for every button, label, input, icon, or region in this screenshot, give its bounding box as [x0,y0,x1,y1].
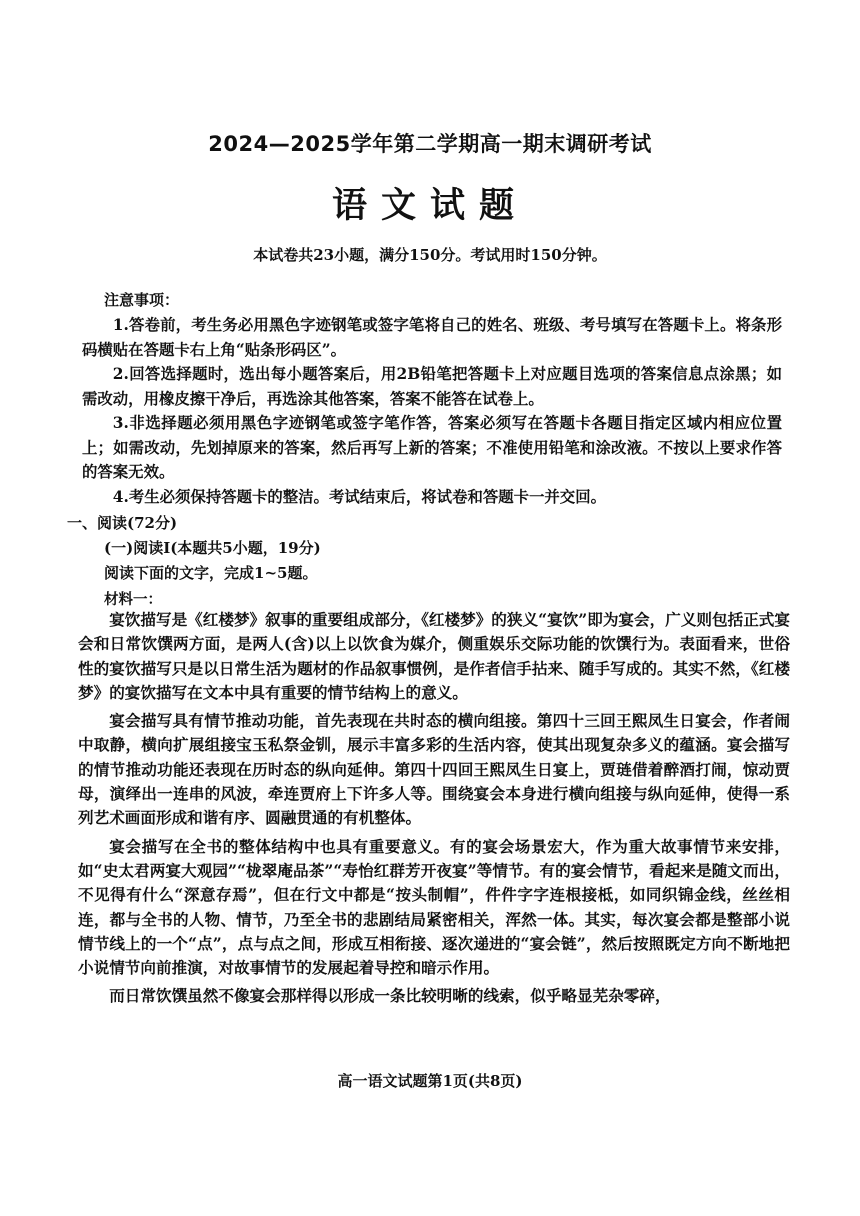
passage-paragraph: 宴会描写在全书的整体结构中也具有重要意义。有的宴会场景宏大，作为重大故事情节来安排，如“史太君两宴大观园”“栊翠庵品茶”“寿怡红群芳开夜宴”等情节。有的宴会情节，看起来是随文而出，不见得有什么“深意存焉”，但在行文中都是“按头制帽”，件件字字连根接柢，如同织锦金线，丝丝相连，都与全书的人物、情节，乃至全书的悲剧结局紧密相关，浑然一体。其实，每次宴会都是整部小说情节线上的一个“点”，点与点之间，形成互相衔接、逐次递进的“宴会链”，然后按照既定方向不断地把小说情节向前推演，对故事情节的发展起着导控和暗示作用。 [78,836,790,978]
exam-title: 2024—2025学年第二学期高一期末调研考试 [208,132,652,156]
passage-paragraph: 宴会描写具有情节推动功能，首先表现在共时态的横向组接。第四十三回王熙凤生日宴会，作者闹中取静，横向扩展组接宝玉私祭金钏，展示丰富多彩的生活内容，使其出现复杂多义的蕴涵。宴会描写的情节推动功能还表现在历时态的纵向延伸。第四十四回王熙凤生日宴上，贾琏借着醉酒打闹，惊动贾母，演绎出一连串的风波，牵连贾府上下许多人等。围绕宴会本身进行横向组接与纵向延伸，使得一系列艺术画面形成和谐有序、圆融贯通的有机整体。 [78,711,790,828]
notice-item: 3.非选择题必须用黑色字迹钢笔或签字笔作答，答案必须写在答题卡各题目指定区域内相应位置上；如需改动，先划掉原来的答案，然后再写上新的答案；不准使用铅笔和涂改液。不按以上要求作答的答案无效。 [82,414,782,481]
part-heading: (一)阅读Ⅰ(本题共5小题，19分) [104,539,321,557]
page-footer: 高一语文试题第1页(共8页) [337,1072,523,1090]
material-label: 材料一： [104,591,162,608]
notice-heading: 注意事项： [104,291,180,309]
passage-paragraph: 而日常饮馔虽然不像宴会那样得以形成一条比较明晰的线索，似乎略显芜杂零碎， [109,986,671,1006]
notice-item: 1.答卷前，考生务必用黑色字迹钢笔或签字笔将自己的姓名、班级、考号填写在答题卡上。将条形码横贴在答题卡右上角“贴条形码区”。 [82,316,782,359]
notice-item: 2.回答选择题时，选出每小题答案后，用2B铅笔把答题卡上对应题目选项的答案信息点涂黑；如需改动，用橡皮擦干净后，再选涂其他答案，答案不能答在试卷上。 [82,365,782,408]
passage-paragraph: 宴饮描写是《红楼梦》叙事的重要组成部分，《红楼梦》的狭义“宴饮”即为宴会，广义则包括正式宴会和日常饮馔两方面，是两人(含)以上以饮食为媒介，侧重娱乐交际功能的饮馔行为。表面看来，世俗性的宴饮描写只是以日常生活为题材的作品叙事惯例，是作者信手拈来、随手写成的。其实不然，《红楼梦》的宴饮描写在文本中具有重要的情节结构上的意义。 [78,610,790,702]
notice-list [82,313,782,509]
subject-title: 语文试题 [331,186,528,226]
exam-info: 本试卷共23小题，满分150分。考试用时150分钟。 [253,246,607,264]
reading-passage [78,608,790,1013]
section-heading: 一、阅读(72分) [67,514,178,532]
notice-item: 4.考生必须保持答题卡的整洁。考试结束后，将试卷和答题卡一并交回。 [112,487,606,506]
reading-instruction: 阅读下面的文字，完成1~5题。 [104,564,318,582]
